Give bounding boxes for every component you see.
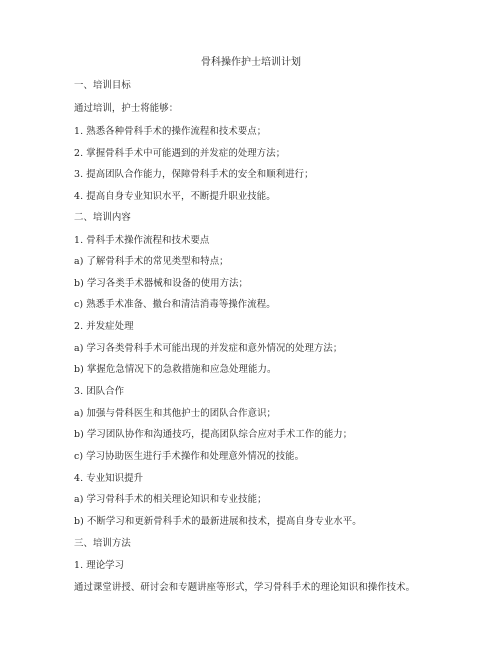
list-item: 1. 熟悉各种骨科手术的操作流程和技术要点；: [74, 126, 267, 137]
subsection-heading: 1. 理论学习: [74, 560, 125, 571]
list-item: a) 了解骨科手术的常见类型和特点；: [74, 256, 229, 267]
subsection-heading: 1. 骨科手术操作流程和技术要点: [74, 235, 210, 246]
section-heading: 三、培训方法: [74, 538, 131, 549]
list-item: a) 学习各类骨科手术可能出现的并发症和意外情况的处理方法；: [74, 343, 343, 354]
list-item: c) 熟悉手术准备、撤台和清洁消毒等操作流程。: [74, 299, 276, 310]
paragraph-line: 通过课堂讲授、研讨会和专题讲座等形式，学习骨科手术的理论知识和操作技术。: [74, 582, 416, 593]
list-item: b) 掌握危急情况下的急救措施和应急处理能力。: [74, 364, 277, 375]
section-heading: 二、培训内容: [74, 212, 131, 223]
list-item: 2. 掌握骨科手术中可能遇到的并发症的处理方法；: [74, 148, 286, 159]
subsection-heading: 3. 团队合作: [74, 386, 125, 397]
subsection-heading: 2. 并发症处理: [74, 321, 134, 332]
list-item: a) 加强与骨科医生和其他护士的团队合作意识；: [74, 408, 277, 419]
list-item: 4. 提高自身专业知识水平，不断提升职业技能。: [74, 191, 276, 202]
list-item: b) 学习团队协作和沟通技巧，提高团队综合应对手术工作的能力；: [74, 429, 353, 440]
document-title: 骨科操作护士培训计划: [201, 57, 301, 68]
list-item: b) 不断学习和更新骨科手术的最新进展和技术，提高自身专业水平。: [74, 516, 362, 527]
list-item: c) 学习协助医生进行手术操作和处理意外情况的技能。: [74, 451, 305, 462]
section-heading: 一、培训目标: [74, 80, 131, 91]
paragraph-line: 通过培训，护士将能够：: [74, 103, 179, 114]
list-item: b) 学习各类手术器械和设备的使用方法；: [74, 278, 249, 289]
subsection-heading: 4. 专业知识提升: [74, 473, 144, 484]
list-item: a) 学习骨科手术的相关理论知识和专业技能；: [74, 494, 267, 505]
list-item: 3. 提高团队合作能力，保障骨科手术的安全和顺利进行；: [74, 169, 314, 180]
